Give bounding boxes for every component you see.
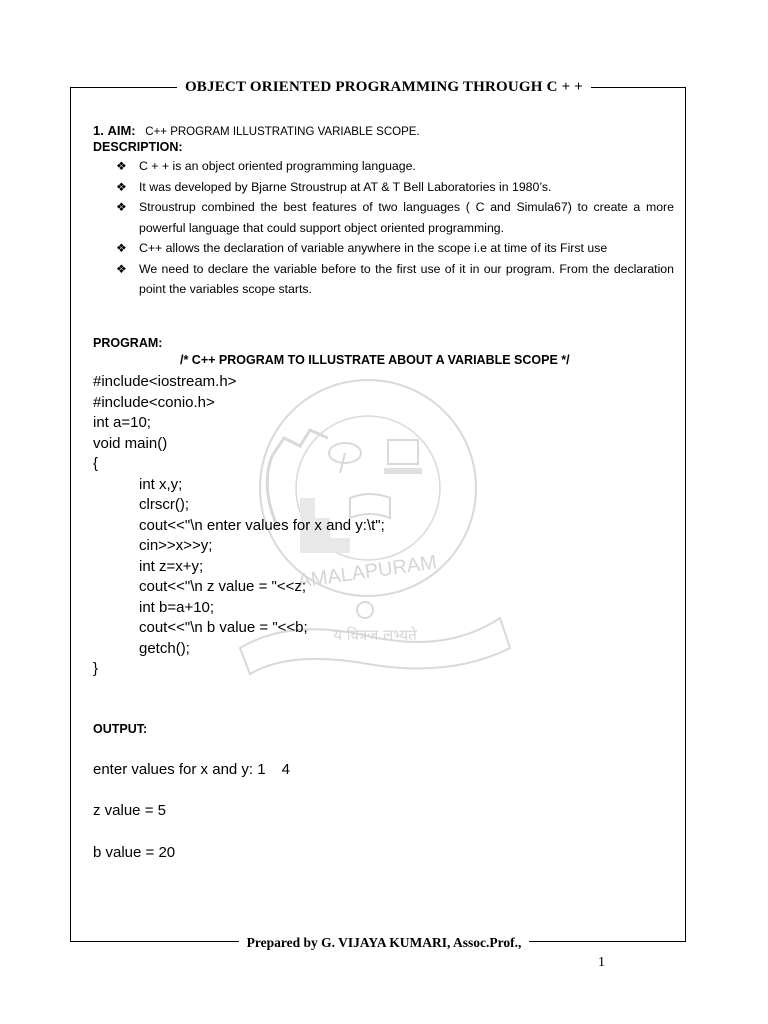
code-line: cout<<"\n z value = "<<z; — [139, 578, 307, 595]
code-line: int z=x+y; — [139, 557, 204, 575]
aim-number: 1. — [93, 123, 104, 138]
code-listing — [93, 372, 385, 680]
code-line: cout<<"\n b value = "<<b; — [139, 619, 308, 636]
output-heading: OUTPUT: — [93, 722, 148, 736]
output-line-2: z value = 5 — [93, 802, 166, 819]
list-item: ❖ Stroustrup combined the best features of two languages ( C and Simula67) to create a more powerful language that could support object oriented programming. — [112, 197, 674, 238]
diamond-bullet-icon: ❖ — [116, 159, 127, 173]
code-line: int b=a+10; — [139, 598, 215, 616]
prepared-by: Prepared by G. VIJAYA KUMARI, Assoc.Prof., — [239, 935, 530, 950]
code-line: #include<iostream.h> — [93, 373, 237, 390]
description-heading: DESCRIPTION: — [93, 140, 183, 154]
code-line: int a=10; — [93, 414, 151, 431]
watermark-motto: य वित्रज लभ्यते — [333, 626, 417, 644]
aim-line — [93, 123, 420, 138]
page-number: 1 — [598, 955, 605, 970]
diamond-bullet-icon: ❖ — [116, 241, 127, 255]
program-heading: PROGRAM: — [93, 336, 163, 350]
watermark-text: AMALAPURAM — [296, 551, 439, 593]
diamond-bullet-icon: ❖ — [116, 261, 127, 276]
program-comment: /* C++ PROGRAM TO ILLUSTRATE ABOUT A VARIABLE SCOPE */ — [180, 353, 570, 367]
output-line-3: b value = 20 — [93, 844, 176, 861]
output-line-1: enter values for x and y: 1 4 — [93, 761, 290, 778]
list-item: ❖ C + + is an object oriented programming language. — [112, 156, 674, 177]
document-title: OBJECT ORIENTED PROGRAMMING THROUGH C + + — [177, 79, 591, 95]
code-line: cin>>x>>y; — [139, 537, 213, 554]
code-line: } — [93, 660, 99, 677]
code-line: getch(); — [139, 639, 190, 657]
code-line: clrscr(); — [139, 496, 189, 513]
description-list — [112, 156, 674, 300]
diamond-bullet-icon: ❖ — [116, 179, 127, 194]
aim-text: C++ PROGRAM ILLUSTRATING VARIABLE SCOPE. — [145, 126, 420, 138]
list-item: ❖ It was developed by Bjarne Stroustrup at AT & T Bell Laboratories in 1980’s. — [112, 177, 674, 198]
aim-label: AIM: — [107, 123, 136, 138]
code-line: cout<<"\n enter values for x and y:\t"; — [139, 516, 385, 534]
list-item: ❖ C++ allows the declaration of variable anywhere in the scope i.e at time of its First use — [112, 238, 674, 259]
code-line: int x,y; — [139, 475, 183, 493]
list-item: ❖ We need to declare the variable before to the first use of it in our program. From the declaration point the variables scope starts. — [112, 259, 674, 300]
diamond-bullet-icon: ❖ — [116, 200, 127, 214]
code-line: #include<conio.h> — [93, 393, 215, 411]
code-line: { — [93, 455, 99, 472]
code-line: void main() — [93, 434, 168, 452]
